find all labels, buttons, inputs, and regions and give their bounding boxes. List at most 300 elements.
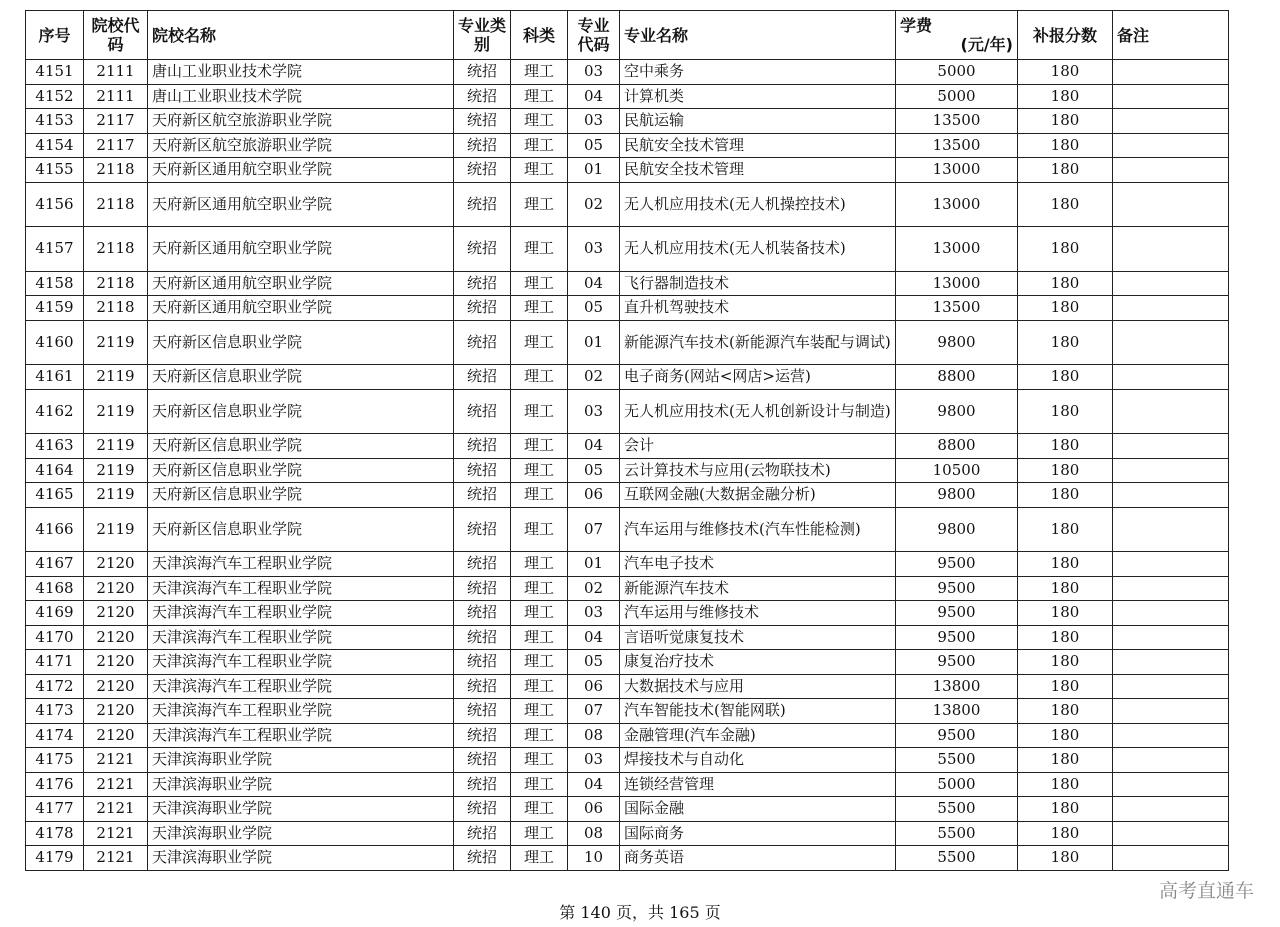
cell-note bbox=[1113, 296, 1229, 321]
cell-school-code: 2121 bbox=[84, 821, 148, 846]
header-major-code: 专业代码 bbox=[568, 11, 620, 60]
cell-fee: 9800 bbox=[896, 389, 1018, 434]
cell-note bbox=[1113, 227, 1229, 272]
cell-note bbox=[1113, 483, 1229, 508]
cell-score: 180 bbox=[1018, 625, 1113, 650]
cell-school-code: 2120 bbox=[84, 552, 148, 577]
cell-major-code: 03 bbox=[568, 389, 620, 434]
cell-score: 180 bbox=[1018, 109, 1113, 134]
cell-subject: 理工 bbox=[511, 320, 568, 365]
cell-major-name: 民航安全技术管理 bbox=[620, 133, 896, 158]
cell-score: 180 bbox=[1018, 389, 1113, 434]
cell-seq: 4170 bbox=[26, 625, 84, 650]
cell-score: 180 bbox=[1018, 60, 1113, 85]
cell-seq: 4175 bbox=[26, 748, 84, 773]
cell-seq: 4167 bbox=[26, 552, 84, 577]
cell-fee: 10500 bbox=[896, 458, 1018, 483]
cell-seq: 4164 bbox=[26, 458, 84, 483]
table-row bbox=[26, 271, 1229, 296]
cell-major-code: 05 bbox=[568, 133, 620, 158]
cell-seq: 4155 bbox=[26, 158, 84, 183]
table-row bbox=[26, 748, 1229, 773]
cell-major-name: 大数据技术与应用 bbox=[620, 674, 896, 699]
cell-subject: 理工 bbox=[511, 772, 568, 797]
cell-major-code: 04 bbox=[568, 772, 620, 797]
cell-subject: 理工 bbox=[511, 271, 568, 296]
cell-seq: 4153 bbox=[26, 109, 84, 134]
cell-school-name: 天府新区信息职业学院 bbox=[148, 507, 454, 552]
cell-major-code: 03 bbox=[568, 748, 620, 773]
cell-subject: 理工 bbox=[511, 109, 568, 134]
cell-seq: 4158 bbox=[26, 271, 84, 296]
cell-major-type: 统招 bbox=[454, 507, 511, 552]
table-row bbox=[26, 365, 1229, 390]
cell-fee: 13800 bbox=[896, 699, 1018, 724]
cell-fee: 13000 bbox=[896, 182, 1018, 227]
cell-fee: 5000 bbox=[896, 772, 1018, 797]
cell-subject: 理工 bbox=[511, 552, 568, 577]
cell-seq: 4165 bbox=[26, 483, 84, 508]
cell-fee: 5500 bbox=[896, 846, 1018, 871]
cell-school-name: 天府新区信息职业学院 bbox=[148, 389, 454, 434]
cell-school-name: 天津滨海汽车工程职业学院 bbox=[148, 699, 454, 724]
cell-school-name: 天津滨海汽车工程职业学院 bbox=[148, 650, 454, 675]
cell-major-name: 汽车电子技术 bbox=[620, 552, 896, 577]
cell-subject: 理工 bbox=[511, 650, 568, 675]
cell-major-name: 民航运输 bbox=[620, 109, 896, 134]
cell-note bbox=[1113, 133, 1229, 158]
cell-note bbox=[1113, 182, 1229, 227]
cell-seq: 4160 bbox=[26, 320, 84, 365]
cell-score: 180 bbox=[1018, 133, 1113, 158]
cell-major-type: 统招 bbox=[454, 483, 511, 508]
cell-score: 180 bbox=[1018, 576, 1113, 601]
cell-major-code: 06 bbox=[568, 483, 620, 508]
cell-school-code: 2118 bbox=[84, 182, 148, 227]
cell-subject: 理工 bbox=[511, 699, 568, 724]
cell-major-code: 03 bbox=[568, 227, 620, 272]
cell-major-type: 统招 bbox=[454, 60, 511, 85]
cell-major-code: 05 bbox=[568, 650, 620, 675]
header-school-code: 院校代码 bbox=[84, 11, 148, 60]
cell-fee: 9500 bbox=[896, 576, 1018, 601]
cell-subject: 理工 bbox=[511, 434, 568, 459]
cell-school-code: 2120 bbox=[84, 674, 148, 699]
cell-seq: 4163 bbox=[26, 434, 84, 459]
cell-major-name: 电子商务(网站<网店>运营) bbox=[620, 365, 896, 390]
cell-school-code: 2121 bbox=[84, 748, 148, 773]
cell-fee: 9500 bbox=[896, 625, 1018, 650]
cell-subject: 理工 bbox=[511, 60, 568, 85]
cell-fee: 5500 bbox=[896, 797, 1018, 822]
cell-major-code: 10 bbox=[568, 846, 620, 871]
cell-fee: 9800 bbox=[896, 483, 1018, 508]
cell-fee: 8800 bbox=[896, 434, 1018, 459]
cell-score: 180 bbox=[1018, 748, 1113, 773]
cell-school-code: 2118 bbox=[84, 271, 148, 296]
cell-note bbox=[1113, 552, 1229, 577]
cell-major-name: 金融管理(汽车金融) bbox=[620, 723, 896, 748]
table-row bbox=[26, 227, 1229, 272]
cell-score: 180 bbox=[1018, 227, 1113, 272]
cell-major-name: 民航安全技术管理 bbox=[620, 158, 896, 183]
table-row bbox=[26, 389, 1229, 434]
cell-score: 180 bbox=[1018, 507, 1113, 552]
cell-score: 180 bbox=[1018, 699, 1113, 724]
cell-major-name: 康复治疗技术 bbox=[620, 650, 896, 675]
cell-school-name: 天府新区通用航空职业学院 bbox=[148, 271, 454, 296]
cell-school-code: 2111 bbox=[84, 60, 148, 85]
cell-major-name: 互联网金融(大数据金融分析) bbox=[620, 483, 896, 508]
cell-score: 180 bbox=[1018, 797, 1113, 822]
header-school-name: 院校名称 bbox=[148, 11, 454, 60]
cell-fee: 13500 bbox=[896, 109, 1018, 134]
cell-school-name: 天府新区通用航空职业学院 bbox=[148, 158, 454, 183]
table-row bbox=[26, 846, 1229, 871]
header-row bbox=[26, 11, 1229, 60]
header-major-type: 专业类别 bbox=[454, 11, 511, 60]
cell-note bbox=[1113, 625, 1229, 650]
cell-major-name: 无人机应用技术(无人机装备技术) bbox=[620, 227, 896, 272]
cell-major-name: 无人机应用技术(无人机创新设计与制造) bbox=[620, 389, 896, 434]
cell-major-code: 04 bbox=[568, 84, 620, 109]
cell-school-name: 天府新区信息职业学院 bbox=[148, 483, 454, 508]
cell-fee: 5000 bbox=[896, 84, 1018, 109]
cell-school-code: 2120 bbox=[84, 601, 148, 626]
cell-major-name: 计算机类 bbox=[620, 84, 896, 109]
cell-school-name: 天府新区通用航空职业学院 bbox=[148, 182, 454, 227]
cell-school-name: 天津滨海职业学院 bbox=[148, 748, 454, 773]
cell-subject: 理工 bbox=[511, 748, 568, 773]
cell-major-name: 国际商务 bbox=[620, 821, 896, 846]
cell-fee: 13000 bbox=[896, 271, 1018, 296]
cell-school-code: 2121 bbox=[84, 846, 148, 871]
cell-major-type: 统招 bbox=[454, 576, 511, 601]
cell-school-code: 2119 bbox=[84, 365, 148, 390]
cell-major-name: 汽车智能技术(智能网联) bbox=[620, 699, 896, 724]
header-note: 备注 bbox=[1113, 11, 1229, 60]
cell-score: 180 bbox=[1018, 158, 1113, 183]
cell-school-code: 2117 bbox=[84, 133, 148, 158]
cell-note bbox=[1113, 748, 1229, 773]
cell-fee: 9500 bbox=[896, 552, 1018, 577]
cell-major-name: 云计算技术与应用(云物联技术) bbox=[620, 458, 896, 483]
cell-seq: 4174 bbox=[26, 723, 84, 748]
cell-major-code: 05 bbox=[568, 458, 620, 483]
cell-fee: 13000 bbox=[896, 158, 1018, 183]
cell-major-code: 08 bbox=[568, 821, 620, 846]
header-subject: 科类 bbox=[511, 11, 568, 60]
cell-school-code: 2119 bbox=[84, 507, 148, 552]
cell-subject: 理工 bbox=[511, 296, 568, 321]
cell-major-type: 统招 bbox=[454, 271, 511, 296]
cell-major-name: 国际金融 bbox=[620, 797, 896, 822]
cell-major-name: 会计 bbox=[620, 434, 896, 459]
table-row bbox=[26, 723, 1229, 748]
cell-school-code: 2120 bbox=[84, 576, 148, 601]
cell-score: 180 bbox=[1018, 296, 1113, 321]
cell-major-code: 04 bbox=[568, 434, 620, 459]
header-score: 补报分数 bbox=[1018, 11, 1113, 60]
cell-score: 180 bbox=[1018, 320, 1113, 365]
cell-school-name: 天津滨海汽车工程职业学院 bbox=[148, 723, 454, 748]
cell-major-type: 统招 bbox=[454, 389, 511, 434]
cell-seq: 4168 bbox=[26, 576, 84, 601]
cell-school-code: 2119 bbox=[84, 320, 148, 365]
table-row bbox=[26, 133, 1229, 158]
cell-major-code: 01 bbox=[568, 320, 620, 365]
cell-score: 180 bbox=[1018, 650, 1113, 675]
cell-school-name: 天津滨海汽车工程职业学院 bbox=[148, 674, 454, 699]
cell-note bbox=[1113, 821, 1229, 846]
cell-major-code: 02 bbox=[568, 365, 620, 390]
cell-school-code: 2120 bbox=[84, 699, 148, 724]
cell-major-name: 汽车运用与维修技术 bbox=[620, 601, 896, 626]
header-fee bbox=[896, 11, 1018, 60]
cell-seq: 4162 bbox=[26, 389, 84, 434]
cell-note bbox=[1113, 320, 1229, 365]
cell-school-name: 天府新区信息职业学院 bbox=[148, 320, 454, 365]
cell-seq: 4157 bbox=[26, 227, 84, 272]
cell-note bbox=[1113, 389, 1229, 434]
table-row bbox=[26, 674, 1229, 699]
cell-seq: 4166 bbox=[26, 507, 84, 552]
cell-seq: 4159 bbox=[26, 296, 84, 321]
cell-major-code: 05 bbox=[568, 296, 620, 321]
cell-school-name: 天府新区航空旅游职业学院 bbox=[148, 109, 454, 134]
cell-subject: 理工 bbox=[511, 365, 568, 390]
cell-fee: 8800 bbox=[896, 365, 1018, 390]
cell-subject: 理工 bbox=[511, 576, 568, 601]
table-row bbox=[26, 434, 1229, 459]
cell-major-type: 统招 bbox=[454, 650, 511, 675]
cell-school-code: 2117 bbox=[84, 109, 148, 134]
cell-school-code: 2111 bbox=[84, 84, 148, 109]
cell-major-type: 统招 bbox=[454, 748, 511, 773]
cell-major-type: 统招 bbox=[454, 797, 511, 822]
cell-major-code: 02 bbox=[568, 182, 620, 227]
cell-major-type: 统招 bbox=[454, 365, 511, 390]
cell-note bbox=[1113, 60, 1229, 85]
cell-major-name: 新能源汽车技术 bbox=[620, 576, 896, 601]
table-row bbox=[26, 320, 1229, 365]
cell-major-code: 07 bbox=[568, 507, 620, 552]
cell-note bbox=[1113, 434, 1229, 459]
cell-major-code: 03 bbox=[568, 109, 620, 134]
cell-major-name: 商务英语 bbox=[620, 846, 896, 871]
cell-major-name: 空中乘务 bbox=[620, 60, 896, 85]
cell-seq: 4178 bbox=[26, 821, 84, 846]
cell-score: 180 bbox=[1018, 601, 1113, 626]
cell-seq: 4161 bbox=[26, 365, 84, 390]
table-row bbox=[26, 699, 1229, 724]
header-major-name: 专业名称 bbox=[620, 11, 896, 60]
cell-score: 180 bbox=[1018, 552, 1113, 577]
table-row bbox=[26, 772, 1229, 797]
cell-school-code: 2119 bbox=[84, 434, 148, 459]
cell-subject: 理工 bbox=[511, 797, 568, 822]
cell-score: 180 bbox=[1018, 674, 1113, 699]
table-row bbox=[26, 650, 1229, 675]
header-seq: 序号 bbox=[26, 11, 84, 60]
table-row bbox=[26, 601, 1229, 626]
cell-school-name: 唐山工业职业技术学院 bbox=[148, 84, 454, 109]
cell-subject: 理工 bbox=[511, 483, 568, 508]
cell-fee: 9800 bbox=[896, 320, 1018, 365]
cell-seq: 4156 bbox=[26, 182, 84, 227]
cell-seq: 4176 bbox=[26, 772, 84, 797]
watermark: 高考直通车 bbox=[1158, 880, 1254, 902]
cell-note bbox=[1113, 365, 1229, 390]
cell-school-code: 2118 bbox=[84, 296, 148, 321]
table-row bbox=[26, 158, 1229, 183]
cell-major-name: 无人机应用技术(无人机操控技术) bbox=[620, 182, 896, 227]
cell-major-code: 01 bbox=[568, 158, 620, 183]
cell-school-name: 天津滨海汽车工程职业学院 bbox=[148, 552, 454, 577]
cell-major-type: 统招 bbox=[454, 296, 511, 321]
table-row bbox=[26, 84, 1229, 109]
cell-school-name: 天府新区航空旅游职业学院 bbox=[148, 133, 454, 158]
cell-seq: 4172 bbox=[26, 674, 84, 699]
table-row bbox=[26, 821, 1229, 846]
cell-subject: 理工 bbox=[511, 821, 568, 846]
table-row bbox=[26, 625, 1229, 650]
cell-major-type: 统招 bbox=[454, 846, 511, 871]
cell-note bbox=[1113, 723, 1229, 748]
cell-note bbox=[1113, 797, 1229, 822]
cell-seq: 4154 bbox=[26, 133, 84, 158]
cell-note bbox=[1113, 109, 1229, 134]
cell-major-type: 统招 bbox=[454, 552, 511, 577]
cell-subject: 理工 bbox=[511, 389, 568, 434]
cell-major-code: 08 bbox=[568, 723, 620, 748]
table-row bbox=[26, 182, 1229, 227]
cell-school-code: 2121 bbox=[84, 797, 148, 822]
table-row bbox=[26, 60, 1229, 85]
cell-major-name: 言语听觉康复技术 bbox=[620, 625, 896, 650]
cell-major-type: 统招 bbox=[454, 772, 511, 797]
cell-subject: 理工 bbox=[511, 84, 568, 109]
cell-major-type: 统招 bbox=[454, 158, 511, 183]
cell-major-code: 06 bbox=[568, 797, 620, 822]
table-row bbox=[26, 507, 1229, 552]
cell-fee: 13800 bbox=[896, 674, 1018, 699]
cell-fee: 5000 bbox=[896, 60, 1018, 85]
cell-major-type: 统招 bbox=[454, 601, 511, 626]
cell-fee: 5500 bbox=[896, 748, 1018, 773]
cell-major-code: 01 bbox=[568, 552, 620, 577]
cell-note bbox=[1113, 699, 1229, 724]
cell-major-type: 统招 bbox=[454, 320, 511, 365]
cell-seq: 4152 bbox=[26, 84, 84, 109]
cell-subject: 理工 bbox=[511, 133, 568, 158]
table-body bbox=[26, 60, 1229, 871]
cell-major-code: 06 bbox=[568, 674, 620, 699]
table-row bbox=[26, 483, 1229, 508]
table-row bbox=[26, 109, 1229, 134]
header-fee-label: 学费 bbox=[900, 16, 933, 35]
cell-school-code: 2120 bbox=[84, 650, 148, 675]
cell-subject: 理工 bbox=[511, 158, 568, 183]
cell-major-name: 直升机驾驶技术 bbox=[620, 296, 896, 321]
cell-note bbox=[1113, 772, 1229, 797]
table-row bbox=[26, 296, 1229, 321]
cell-major-type: 统招 bbox=[454, 133, 511, 158]
admissions-table bbox=[25, 10, 1229, 871]
cell-note bbox=[1113, 846, 1229, 871]
cell-major-code: 04 bbox=[568, 271, 620, 296]
cell-fee: 13500 bbox=[896, 133, 1018, 158]
cell-note bbox=[1113, 458, 1229, 483]
cell-school-code: 2120 bbox=[84, 723, 148, 748]
cell-score: 180 bbox=[1018, 846, 1113, 871]
cell-major-type: 统招 bbox=[454, 674, 511, 699]
cell-fee: 9800 bbox=[896, 507, 1018, 552]
cell-school-code: 2119 bbox=[84, 483, 148, 508]
cell-fee: 9500 bbox=[896, 601, 1018, 626]
cell-school-name: 天津滨海汽车工程职业学院 bbox=[148, 625, 454, 650]
cell-note bbox=[1113, 601, 1229, 626]
cell-seq: 4151 bbox=[26, 60, 84, 85]
cell-school-name: 天津滨海职业学院 bbox=[148, 821, 454, 846]
cell-major-name: 连锁经营管理 bbox=[620, 772, 896, 797]
cell-fee: 13500 bbox=[896, 296, 1018, 321]
cell-subject: 理工 bbox=[511, 507, 568, 552]
admissions-table-sheet bbox=[25, 10, 1228, 871]
cell-subject: 理工 bbox=[511, 182, 568, 227]
cell-school-code: 2119 bbox=[84, 389, 148, 434]
header-fee-unit: (元/年) bbox=[960, 35, 1013, 54]
cell-subject: 理工 bbox=[511, 601, 568, 626]
cell-fee: 13000 bbox=[896, 227, 1018, 272]
cell-major-name: 焊接技术与自动化 bbox=[620, 748, 896, 773]
table-row bbox=[26, 576, 1229, 601]
cell-note bbox=[1113, 507, 1229, 552]
cell-school-name: 天府新区信息职业学院 bbox=[148, 434, 454, 459]
cell-major-type: 统招 bbox=[454, 625, 511, 650]
cell-major-code: 04 bbox=[568, 625, 620, 650]
table-row bbox=[26, 552, 1229, 577]
cell-major-type: 统招 bbox=[454, 109, 511, 134]
cell-school-name: 天府新区通用航空职业学院 bbox=[148, 296, 454, 321]
cell-note bbox=[1113, 271, 1229, 296]
cell-fee: 5500 bbox=[896, 821, 1018, 846]
cell-major-name: 汽车运用与维修技术(汽车性能检测) bbox=[620, 507, 896, 552]
cell-note bbox=[1113, 576, 1229, 601]
cell-school-name: 天津滨海职业学院 bbox=[148, 772, 454, 797]
cell-school-name: 唐山工业职业技术学院 bbox=[148, 60, 454, 85]
table-row bbox=[26, 458, 1229, 483]
cell-school-code: 2120 bbox=[84, 625, 148, 650]
cell-school-code: 2118 bbox=[84, 227, 148, 272]
cell-major-type: 统招 bbox=[454, 227, 511, 272]
cell-subject: 理工 bbox=[511, 846, 568, 871]
cell-score: 180 bbox=[1018, 483, 1113, 508]
cell-score: 180 bbox=[1018, 182, 1113, 227]
cell-school-name: 天津滨海职业学院 bbox=[148, 846, 454, 871]
cell-note bbox=[1113, 650, 1229, 675]
cell-school-name: 天津滨海汽车工程职业学院 bbox=[148, 576, 454, 601]
cell-note bbox=[1113, 158, 1229, 183]
cell-school-code: 2121 bbox=[84, 772, 148, 797]
cell-major-type: 统招 bbox=[454, 458, 511, 483]
cell-major-type: 统招 bbox=[454, 723, 511, 748]
page-footer: 第 140 页，共 165 页 bbox=[559, 903, 721, 922]
cell-major-type: 统招 bbox=[454, 434, 511, 459]
cell-fee: 9500 bbox=[896, 650, 1018, 675]
cell-major-type: 统招 bbox=[454, 182, 511, 227]
cell-major-code: 07 bbox=[568, 699, 620, 724]
